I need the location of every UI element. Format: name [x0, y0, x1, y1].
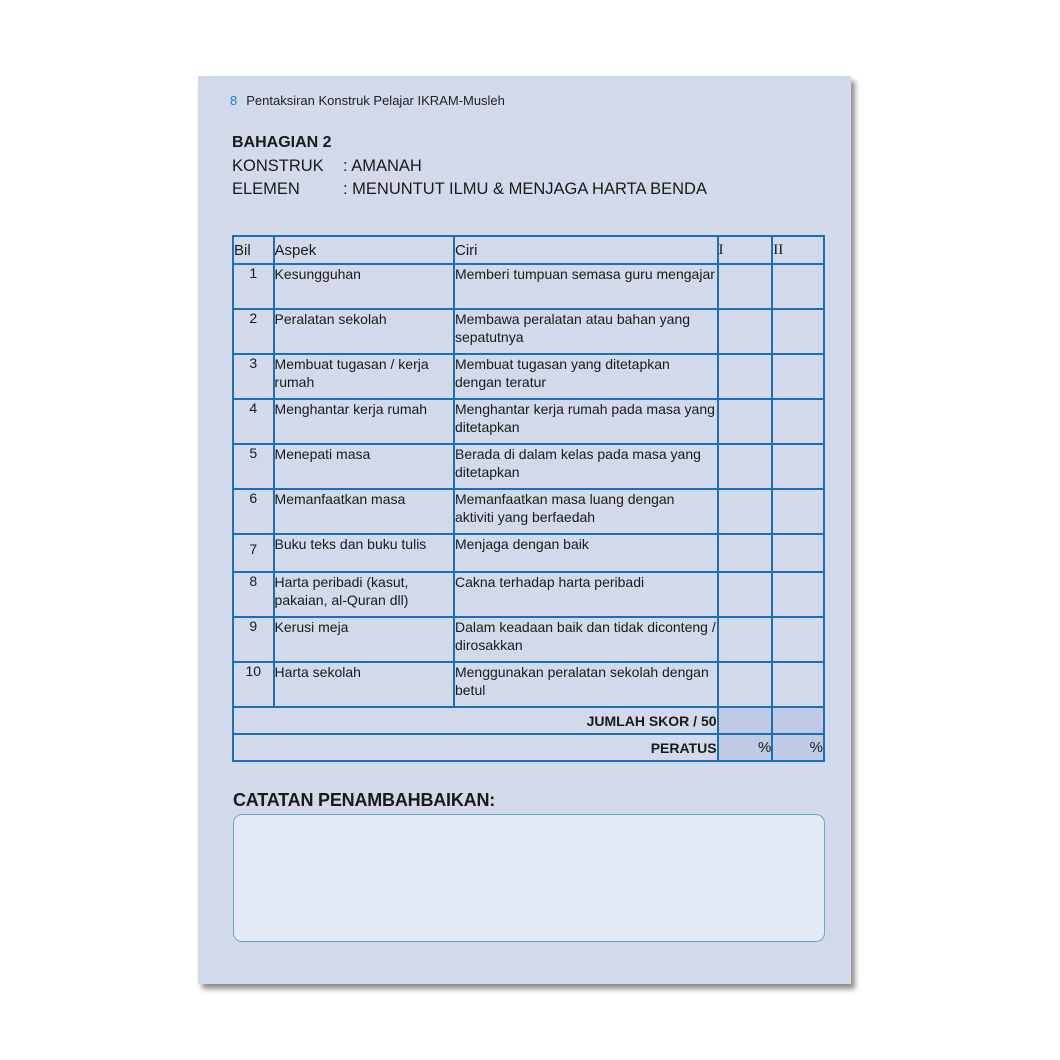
score-cell-ii[interactable]: [772, 617, 824, 662]
table-row: [233, 534, 824, 572]
table-row: [233, 444, 824, 489]
row-bil: 4: [233, 399, 274, 444]
score-cell-ii[interactable]: [772, 534, 824, 572]
score-cell-ii[interactable]: [772, 662, 824, 707]
row-ciri: Memberi tumpuan semasa guru mengajar: [454, 264, 718, 309]
score-cell-ii[interactable]: [772, 399, 824, 444]
row-ciri: Dalam keadaan baik dan tidak diconteng / dirosakkan: [454, 617, 718, 662]
notes-input-box[interactable]: [233, 814, 825, 942]
row-aspek: Memanfaatkan masa: [274, 489, 454, 534]
score-cell-i[interactable]: [718, 617, 773, 662]
running-header: [230, 93, 505, 108]
score-cell-ii[interactable]: [772, 444, 824, 489]
table-row: [233, 617, 824, 662]
row-ciri: Berada di dalam kelas pada masa yang ditetapkan: [454, 444, 718, 489]
row-bil: 9: [233, 617, 274, 662]
score-cell-i[interactable]: [718, 662, 773, 707]
row-aspek: Peralatan sekolah: [274, 309, 454, 354]
table-row: [233, 264, 824, 309]
page-number: 8: [230, 93, 238, 108]
running-title: Pentaksiran Konstruk Pelajar IKRAM-Musleh: [246, 93, 505, 108]
score-cell-i[interactable]: [718, 489, 773, 534]
row-bil: 10: [233, 662, 274, 707]
percentage-ii[interactable]: %: [772, 734, 824, 761]
header-ciri: Ciri: [454, 236, 718, 264]
konstruk-row: [232, 157, 422, 176]
table-row: [233, 489, 824, 534]
row-ciri: Cakna terhadap harta peribadi: [454, 572, 718, 617]
score-cell-ii[interactable]: [772, 309, 824, 354]
score-cell-ii[interactable]: [772, 489, 824, 534]
row-bil: 6: [233, 489, 274, 534]
score-cell-ii[interactable]: [772, 264, 824, 309]
total-score-row: [233, 707, 824, 734]
row-aspek: Kesungguhan: [274, 264, 454, 309]
table-header-row: [233, 236, 824, 264]
table-row: [233, 399, 824, 444]
percentage-i[interactable]: %: [718, 734, 773, 761]
row-ciri: Membawa peralatan atau bahan yang sepatutnya: [454, 309, 718, 354]
row-aspek: Harta peribadi (kasut, pakaian, al-Quran dll): [274, 572, 454, 617]
row-ciri: Menggunakan peralatan sekolah dengan betul: [454, 662, 718, 707]
row-ciri: Menghantar kerja rumah pada masa yang ditetapkan: [454, 399, 718, 444]
percentage-row: [233, 734, 824, 761]
score-cell-i[interactable]: [718, 444, 773, 489]
row-aspek: Kerusi meja: [274, 617, 454, 662]
table-row: [233, 662, 824, 707]
score-cell-ii[interactable]: [772, 572, 824, 617]
header-aspek: Aspek: [274, 236, 454, 264]
score-cell-i[interactable]: [718, 399, 773, 444]
row-bil: 2: [233, 309, 274, 354]
row-bil: 5: [233, 444, 274, 489]
row-aspek: Menghantar kerja rumah: [274, 399, 454, 444]
header-assessment-ii: II: [772, 236, 824, 264]
document-page: [198, 76, 851, 984]
row-ciri: Menjaga dengan baik: [454, 534, 718, 572]
row-aspek: Membuat tugasan / kerja rumah: [274, 354, 454, 399]
score-cell-i[interactable]: [718, 309, 773, 354]
total-score-label: JUMLAH SKOR / 50: [233, 707, 718, 734]
konstruk-label: KONSTRUK: [232, 157, 324, 175]
percentage-label: PERATUS: [233, 734, 718, 761]
row-ciri: Membuat tugasan yang ditetapkan dengan teratur: [454, 354, 718, 399]
rubric-table: [232, 235, 825, 762]
total-score-i[interactable]: [718, 707, 773, 734]
elemen-label: ELEMEN: [232, 180, 300, 198]
table-row: [233, 572, 824, 617]
score-cell-ii[interactable]: [772, 354, 824, 399]
section-title: BAHAGIAN 2: [232, 134, 332, 151]
score-cell-i[interactable]: [718, 572, 773, 617]
row-bil: 8: [233, 572, 274, 617]
score-cell-i[interactable]: [718, 354, 773, 399]
header-assessment-i: I: [718, 236, 773, 264]
row-bil: 7: [233, 534, 274, 572]
score-cell-i[interactable]: [718, 264, 773, 309]
table-row: [233, 354, 824, 399]
notes-title: CATATAN PENAMBAHBAIKAN:: [233, 790, 496, 810]
table-row: [233, 309, 824, 354]
row-aspek: Menepati masa: [274, 444, 454, 489]
row-ciri: Memanfaatkan masa luang dengan aktiviti yang berfaedah: [454, 489, 718, 534]
score-cell-i[interactable]: [718, 534, 773, 572]
row-bil: 1: [233, 264, 274, 309]
row-aspek: Buku teks dan buku tulis: [274, 534, 454, 572]
konstruk-value: : AMANAH: [343, 157, 422, 175]
elemen-row: [232, 180, 707, 199]
header-bil: Bil: [233, 236, 274, 264]
row-bil: 3: [233, 354, 274, 399]
elemen-value: : MENUNTUT ILMU & MENJAGA HARTA BENDA: [343, 180, 707, 198]
row-aspek: Harta sekolah: [274, 662, 454, 707]
total-score-ii[interactable]: [772, 707, 824, 734]
